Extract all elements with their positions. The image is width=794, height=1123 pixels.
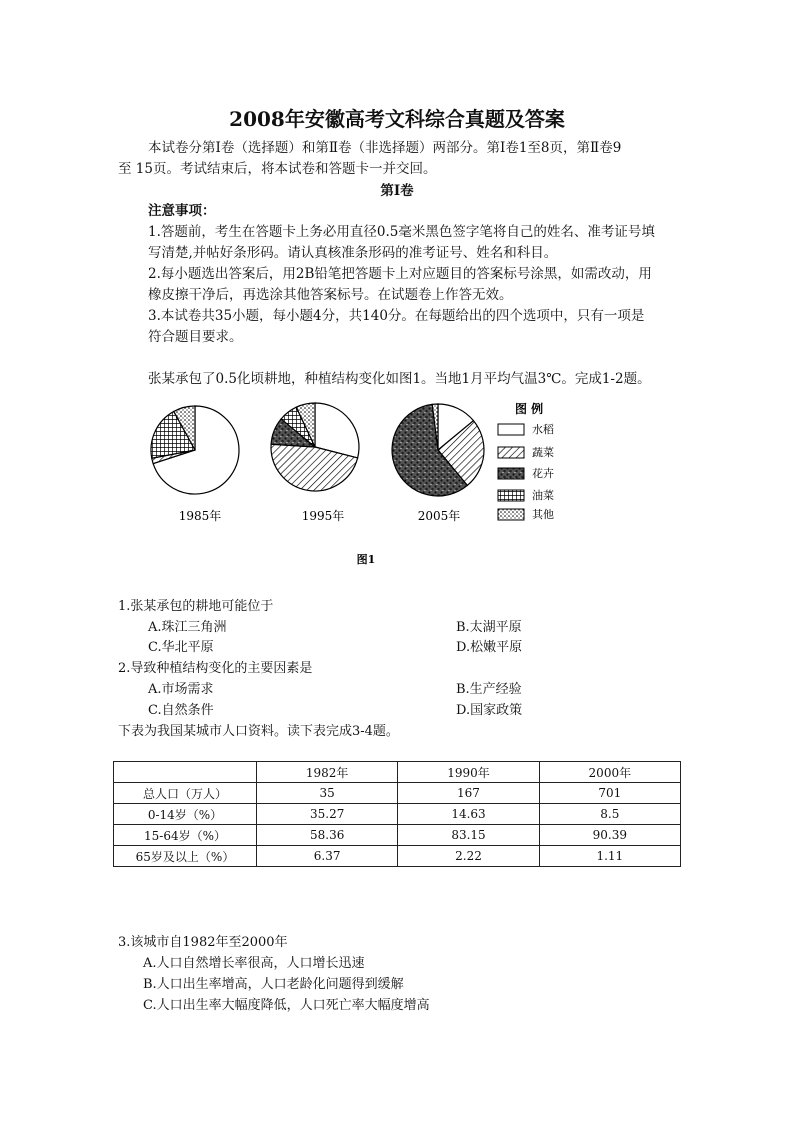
notes-line: 3.本试卷共35小题，每小题4分，共140分。在每题给出的四个选项中，只有一项是 <box>148 308 645 324</box>
q2-option-b: B.生产经验 <box>456 682 522 697</box>
legend-label: 水稻 <box>532 423 554 436</box>
legend-swatch-other <box>498 509 524 520</box>
pie-chart-1995 <box>271 403 359 491</box>
table-row <box>114 783 681 804</box>
notes-line: 符合题目要求。 <box>148 329 243 345</box>
population-table <box>113 761 681 867</box>
q2-option-c: C.自然条件 <box>148 703 214 718</box>
table-row <box>114 825 681 846</box>
figure-caption: 图1 <box>356 553 376 566</box>
q1-option-c: C.华北平原 <box>148 640 214 655</box>
pie-chart-2005 <box>392 404 484 496</box>
pie-charts-figure <box>140 395 590 570</box>
table-cell: 2.22 <box>398 846 539 867</box>
notes-heading: 注意事项： <box>148 203 216 219</box>
table-cell: 0-14岁（%） <box>114 804 257 825</box>
table-cell: 58.36 <box>257 825 398 846</box>
table-cell: 14.63 <box>398 804 539 825</box>
notes-line: 橡皮擦干净后，再选涂其他答案标号。在试题卷上作答无效。 <box>148 287 513 303</box>
q2-stem: 2.导致种植结构变化的主要因素是 <box>118 661 313 676</box>
table-header-cell: 1990年 <box>398 762 539 783</box>
table-cell: 1.11 <box>539 846 680 867</box>
table-cell: 65岁及以上（%） <box>114 846 257 867</box>
page-title: 2008年安徽高考文科综合真题及答案 <box>229 107 565 131</box>
legend-swatch-rice <box>498 424 524 435</box>
notes-line: 写清楚,并帖好条形码。请认真核准条形码的准考证号、姓名和科目。 <box>148 245 558 261</box>
table-header-cell <box>114 762 257 783</box>
table-header-row <box>114 762 681 783</box>
table-cell: 6.37 <box>257 846 398 867</box>
legend-swatch-vegetables <box>498 447 524 458</box>
pie-year-label-1985: 1985年 <box>178 509 222 523</box>
pie-chart-1985 <box>151 406 239 494</box>
legend-label: 蔬菜 <box>532 446 554 459</box>
legend-swatch-rapeseed <box>498 490 524 501</box>
section-heading: 第Ⅰ卷 <box>380 183 414 199</box>
q1-option-a: A.珠江三角洲 <box>148 620 227 635</box>
q3-option-b: B.人口出生率增高，人口老龄化问题得到缓解 <box>143 977 404 992</box>
legend-title: 图 例 <box>515 402 544 416</box>
notes-line: 1.答题前，考生在答题卡上务必用直径0.5毫米黑色签字笔将自己的姓名、准考证号填 <box>148 224 655 240</box>
table-cell: 35.27 <box>257 804 398 825</box>
table-cell: 15-64岁（%） <box>114 825 257 846</box>
notes-line: 2.每小题选出答案后，用2B铅笔把答题卡上对应题目的答案标号涂黑，如需改动，用 <box>148 266 652 282</box>
table-cell: 8.5 <box>539 804 680 825</box>
table-cell: 总人口（万人） <box>114 783 257 804</box>
legend-label: 花卉 <box>532 467 554 480</box>
q3-option-a: A.人口自然增长率很高，人口增长迅速 <box>143 956 365 971</box>
q1-option-d: D.松嫩平原 <box>456 640 523 655</box>
table-row <box>114 804 681 825</box>
q1-option-b: B.太湖平原 <box>456 620 522 635</box>
table-cell: 83.15 <box>398 825 539 846</box>
intro-line-2: 至 15页。考试结束后，将本试卷和答题卡一并交回。 <box>118 161 437 177</box>
passage-1: 张某承包了0.5化顷耕地，种植结构变化如图1。当地1月平均气温3℃。完成1-2题。 <box>148 371 651 387</box>
table-header-cell: 1982年 <box>257 762 398 783</box>
table-header-cell: 2000年 <box>539 762 680 783</box>
legend-label: 油菜 <box>532 489 554 502</box>
table-cell: 167 <box>398 783 539 804</box>
legend-swatch-flowers <box>498 468 524 479</box>
pie-year-label-1995: 1995年 <box>301 509 345 523</box>
passage-2: 下表为我国某城市人口资料。读下表完成3-4题。 <box>118 724 399 739</box>
q2-option-d: D.国家政策 <box>456 703 523 718</box>
legend-label: 其他 <box>532 508 554 521</box>
pie-year-label-2005: 2005年 <box>417 509 461 523</box>
q2-option-a: A.市场需求 <box>148 682 214 697</box>
table-cell: 35 <box>257 783 398 804</box>
intro-line-1: 本试卷分第Ⅰ卷（选择题）和第Ⅱ卷（非选择题）两部分。第Ⅰ卷1至8页，第Ⅱ卷9 <box>148 140 622 156</box>
table-cell: 701 <box>539 783 680 804</box>
q1-stem: 1.张某承包的耕地可能位于 <box>118 599 274 614</box>
q3-stem: 3.该城市自1982年至2000年 <box>118 935 288 950</box>
table-row <box>114 846 681 867</box>
q3-option-c: C.人口出生率大幅度降低，人口死亡率大幅度增高 <box>143 998 430 1013</box>
table-cell: 90.39 <box>539 825 680 846</box>
